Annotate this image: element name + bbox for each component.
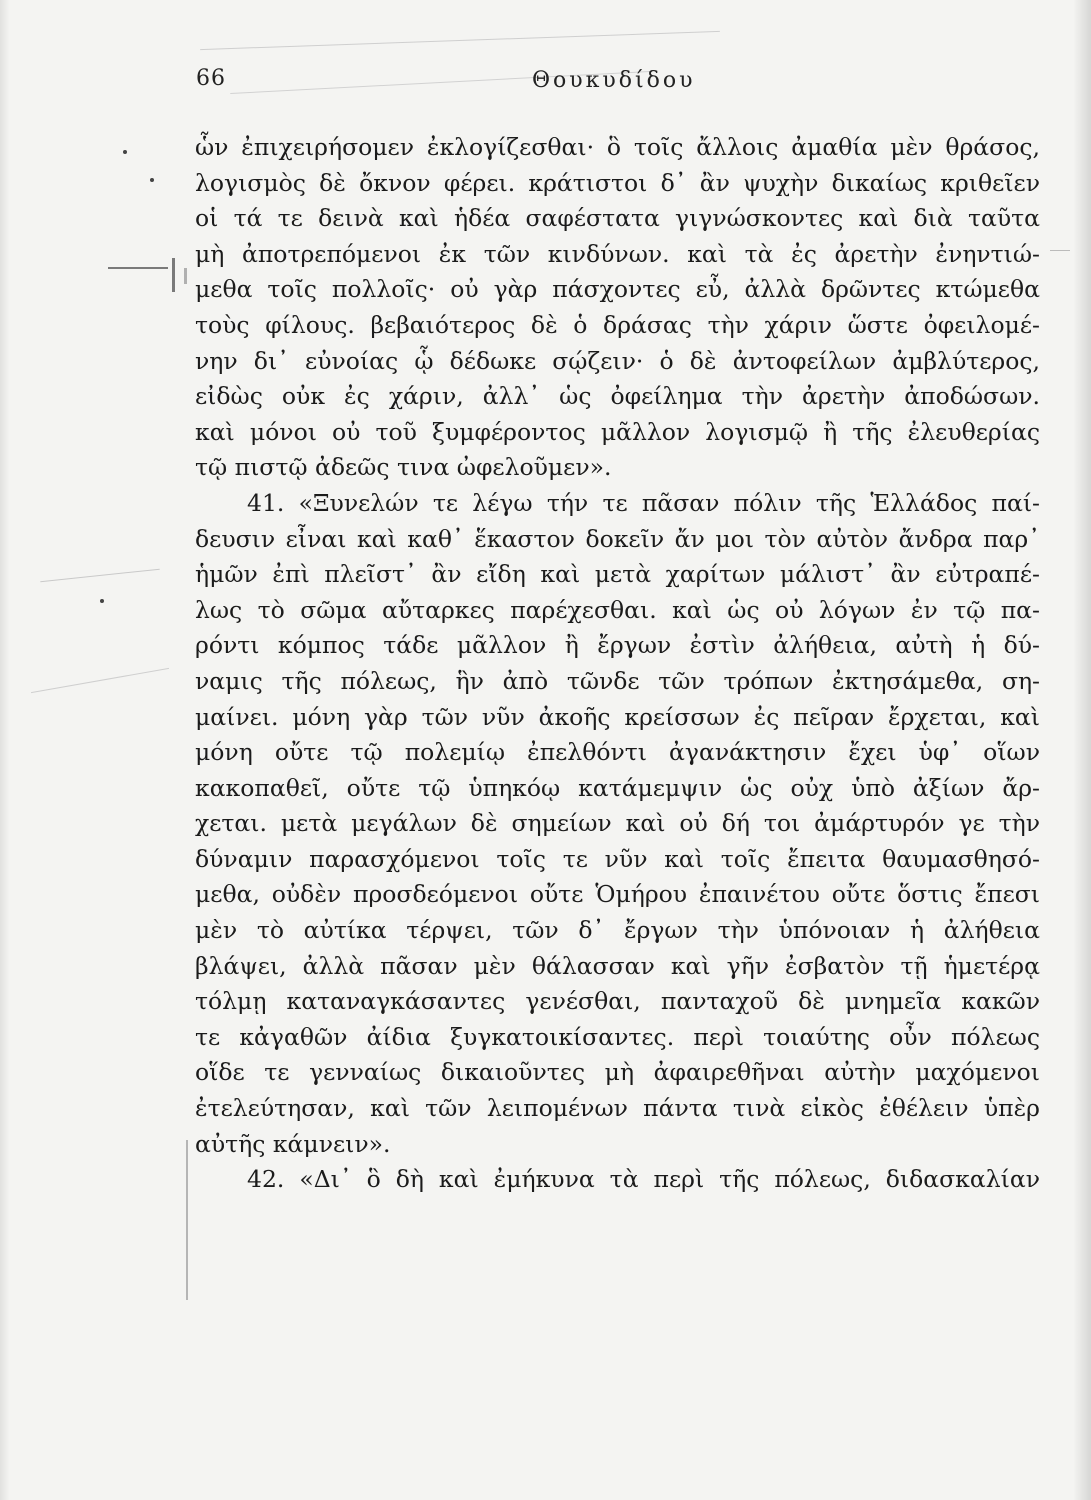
text-line: μόνη οὔτε τῷ πολεμίῳ ἐπελθόντι ἀγανάκτησιν ἔχει ὑφ᾽ οἵων <box>195 738 1040 767</box>
text-line: τόλμῃ καταναγκάσαντες γενέσθαι, πανταχοῦ δὲ μνημεῖα κακῶν <box>195 987 1040 1016</box>
text-line: καὶ μόνοι οὐ τοῦ ξυμφέροντος μᾶλλον λογισμῷ ἢ τῆς ἐλευθερίας <box>195 417 1040 446</box>
margin-dot <box>100 599 104 603</box>
margin-pencil-stroke <box>108 267 168 269</box>
margin-pencil-stroke <box>184 268 187 284</box>
text-line: χεται. μετὰ μεγάλων δὲ σημείων καὶ οὐ δή τοι ἀμάρτυρόν γε τὴν <box>195 809 1040 838</box>
text-line: εἰδὼς οὐκ ἐς χάριν, ἀλλ᾽ ὡς ὀφείλημα τὴν ἀρετὴν ἀποδώσων. <box>195 382 1040 411</box>
text-line: μεθα, οὐδὲν προσδεόμενοι οὔτε Ὁμήρου ἐπαινέτου οὔτε ὅστις ἔπεσι <box>195 880 1040 909</box>
text-line: τῷ πιστῷ ἀδεῶς τινα ὠφελοῦμεν». <box>195 453 612 482</box>
page-shadow-left <box>0 0 10 1500</box>
margin-pencil-stroke <box>172 258 175 292</box>
text-line: ἡμῶν ἐπὶ πλεῖστ᾽ ἂν εἴδη καὶ μετὰ χαρίτων μάλιστ᾽ ἂν εὐτραπέ- <box>195 560 1040 589</box>
text-line: λως τὸ σῶμα αὔταρκες παρέχεσθαι. καὶ ὡς οὐ λόγων ἐν τῷ πα- <box>195 595 1040 624</box>
text-line: μὴ ἀποτρεπόμενοι ἐκ τῶν κινδύνων. καὶ τὰ ἐς ἀρετὴν ἐνηντιώ- <box>195 239 1040 268</box>
text-line: τοὺς φίλους. βεβαιότερος δὲ ὁ δράσας τὴν χάριν ὥστε ὀφειλομέ- <box>195 310 1040 339</box>
text-line: δευσιν εἶναι καὶ καθ᾽ ἕκαστον δοκεῖν ἄν μοι τὸν αὐτὸν ἄνδρα παρ᾽ <box>195 524 1040 553</box>
margin-pencil-stroke <box>1050 250 1070 251</box>
text-line: νην δι᾽ εὐνοίας ᾧ δέδωκε σῴζειν· ὁ δὲ ἀντοφείλων ἀμβλύτερος, <box>195 346 1040 375</box>
margin-pencil-stroke <box>200 31 720 50</box>
text-line: αὐτῆς κάμνειν». <box>195 1129 391 1158</box>
chapter-42-start: 42. «Δι᾽ ὃ δὴ καὶ ἐμήκυνα τὰ περὶ τῆς πόλεως, διδασκαλίαν <box>247 1165 1040 1194</box>
text-line: μὲν τὸ αὐτίκα τέρψει, τῶν δ᾽ ἔργων τὴν ὑπόνοιαν ἡ ἀλήθεια <box>195 916 1040 945</box>
margin-dot <box>123 150 127 154</box>
chapter-41-start: 41. «Ξυνελών τε λέγω τήν τε πᾶσαν πόλιν τῆς Ἑλλάδος παί- <box>247 488 1040 517</box>
text-line: ναμις τῆς πόλεως, ἣν ἀπὸ τῶνδε τῶν τρόπων ἐκτησάμεθα, ση- <box>195 666 1040 695</box>
running-head: Θουκυδίδου <box>532 68 696 93</box>
margin-pencil-stroke <box>186 1140 188 1300</box>
text-line: μαίνει. μόνη γὰρ τῶν νῦν ἀκοῆς κρείσσων ἐς πεῖραν ἔρχεται, καὶ <box>195 702 1040 731</box>
text-line: ὧν ἐπιχειρήσομεν ἐκλογίζεσθαι· ὃ τοῖς ἄλλοις ἀμαθία μὲν θράσος, <box>195 133 1040 161</box>
page-number: 66 <box>196 66 226 91</box>
main-text <box>195 130 1040 1198</box>
page-header <box>196 66 1036 106</box>
text-line: λογισμὸς δὲ ὄκνον φέρει. κράτιστοι δ᾽ ἂν ψυχὴν δικαίως κριθεῖεν <box>195 168 1040 197</box>
text-line: τε κἀγαθῶν ἀίδια ξυγκατοικίσαντες. περὶ τοιαύτης οὖν πόλεως <box>195 1022 1040 1051</box>
text-line: μεθα τοῖς πολλοῖς· οὐ γὰρ πάσχοντες εὖ, ἀλλὰ δρῶντες κτώμεθα <box>195 275 1040 304</box>
margin-pencil-stroke <box>31 668 169 693</box>
text-line: οἵδε τε γενναίως δικαιοῦντες μὴ ἀφαιρεθῆναι αὐτὴν μαχόμενοι <box>195 1058 1040 1087</box>
text-line: οἱ τά τε δεινὰ καὶ ἡδέα σαφέστατα γιγνώσκοντες καὶ διὰ ταῦτα <box>195 204 1040 233</box>
text-line: βλάψει, ἀλλὰ πᾶσαν μὲν θάλασσαν καὶ γῆν ἐσβατὸν τῇ ἡμετέρᾳ <box>195 951 1040 980</box>
text-line: δύναμιν παρασχόμενοι τοῖς τε νῦν καὶ τοῖς ἔπειτα θαυμασθησό- <box>195 844 1040 873</box>
margin-pencil-stroke <box>40 569 159 583</box>
text-line: κακοπαθεῖ, οὔτε τῷ ὑπηκόῳ κατάμεμψιν ὡς οὐχ ὑπὸ ἀξίων ἄρ- <box>195 773 1040 802</box>
margin-dot <box>150 178 154 182</box>
page-shadow-right <box>1073 0 1091 1500</box>
text-line: ρόντι κόμπος τάδε μᾶλλον ἢ ἔργων ἐστὶν ἀλήθεια, αὐτὴ ἡ δύ- <box>195 631 1040 660</box>
text-line: ἐτελεύτησαν, καὶ τῶν λειπομένων πάντα τινὰ εἰκὸς ἐθέλειν ὑπὲρ <box>195 1094 1040 1123</box>
